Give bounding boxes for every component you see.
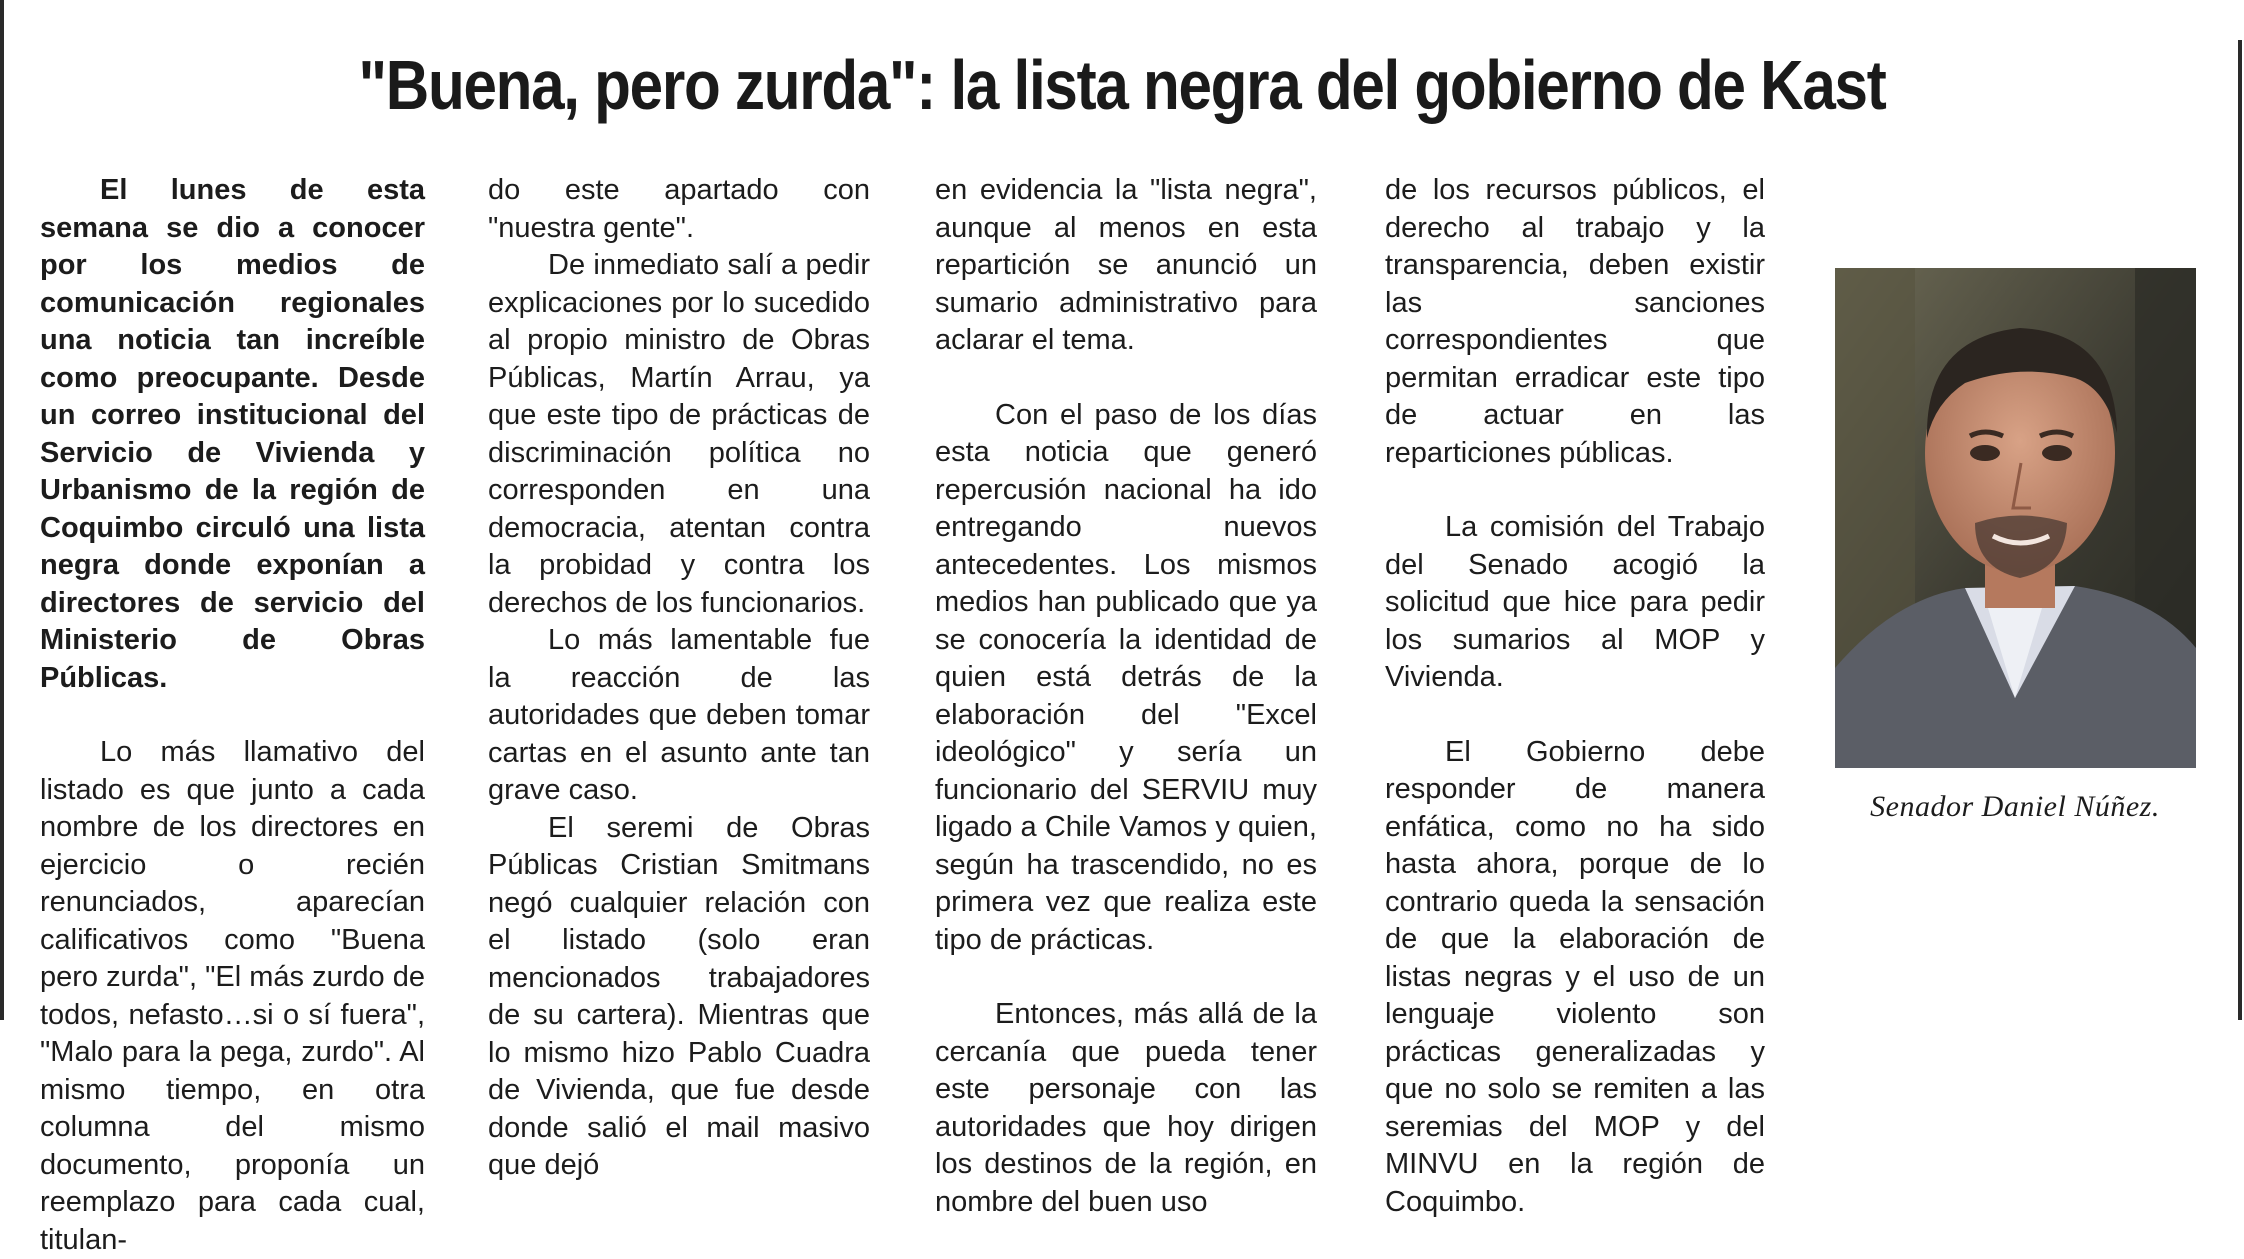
senator-portrait-photo: [1835, 268, 2196, 768]
page-border-right: [2238, 40, 2242, 1020]
photo-caption: Senador Daniel Núñez.: [1870, 790, 2160, 823]
article-column-3: [935, 172, 1317, 1221]
article-column-2: [488, 172, 870, 1185]
article-column-1: [40, 172, 425, 1259]
article-paragraph: Entonces, más allá de la cercanía que pueda tener este personaje con las autoridades que hoy dirigen los destinos de la región, en nombre del buen uso: [935, 998, 1317, 1218]
article-paragraph: de los recursos públicos, el derecho al trabajo y la transparencia, deben existir las sanciones correspondientes que permitan erradicar este tipo de actuar en las reparticiones públicas.: [1385, 174, 1765, 469]
portrait-illustration: [1835, 268, 2196, 768]
article-paragraph: Con el paso de los días esta noticia que generó repercusión nacional ha ido entregando nuevos antecedentes. Los mismos medios han publicado que ya se conocería la identidad de quien está detrás de la elaboración del "Excel ideológico" y sería un funcionario del SERVIU muy ligado a Chile Vamos y quien, según ha trascendido, no es primera vez que realiza este tipo de prácticas.: [935, 398, 1317, 956]
article-paragraph: en evidencia la "lista negra", aunque al menos en esta repartición se anunció un sumario administrativo para aclarar el tema.: [935, 174, 1317, 356]
article-paragraph: Lo más lamentable fue la reacción de las autoridades que deben tomar cartas en el asunto ante tan grave caso.: [488, 624, 870, 806]
article-paragraph: El Gobierno debe responder de manera enfática, como no ha sido hasta ahora, porque de lo contrario queda la sensación de que la elaboración de listas negras y el uso de un lenguaje violento son prácticas generalizadas y que no solo se remiten a las seremias del MOP y del MINVU en la región de Coquimbo.: [1385, 735, 1765, 1218]
article-paragraph: Lo más llamativo del listado es que junto a cada nombre de los directores en ejercicio o recién renunciados, aparecían calificativos como "Buena pero zurda", "El más zurdo de todos, nefasto…si o sí fuera", "Malo para la pega, zurdo". Al mismo tiempo, en otra columna del mismo documento, proponía un reemplazo para cada cual, titulan-: [40, 736, 425, 1256]
article-paragraph: De inmediato salí a pedir explicaciones por lo sucedido al propio ministro de Obras Públicas, Martín Arrau, ya que este tipo de prácticas de discriminación política no corresponden en una democracia, atentan contra la probidad y contra los derechos de los funcionarios.: [488, 249, 870, 619]
article-lead-paragraph: El lunes de esta semana se dio a conocer por los medios de comunicación regionales una noticia tan increíble como preocupante. Desde un correo institucional del Servicio de Vivienda y Urbanismo de la región de Coquimbo circuló una lista negra donde exponían a directores de servicio del Ministerio de Obras Públicas.: [40, 174, 425, 694]
article-paragraph: La comisión del Trabajo del Senado acogió la solicitud que hice para pedir los sumarios al MOP y Vivienda.: [1385, 511, 1765, 693]
article-paragraph: El seremi de Obras Públicas Cristian Smitmans negó cualquier relación con el listado (solo eran mencionados trabajadores de su cartera). Mientras que lo mismo hizo Pablo Cuadra de Vivienda, que fue desde donde salió el mail masivo que dejó: [488, 811, 870, 1181]
article-headline: "Buena, pero zurda": la lista negra del gobierno de Kast: [358, 46, 1886, 124]
article-paragraph: do este apartado con "nuestra gente".: [488, 174, 870, 244]
article-column-4: [1385, 172, 1765, 1221]
page-border-left: [0, 0, 4, 1020]
